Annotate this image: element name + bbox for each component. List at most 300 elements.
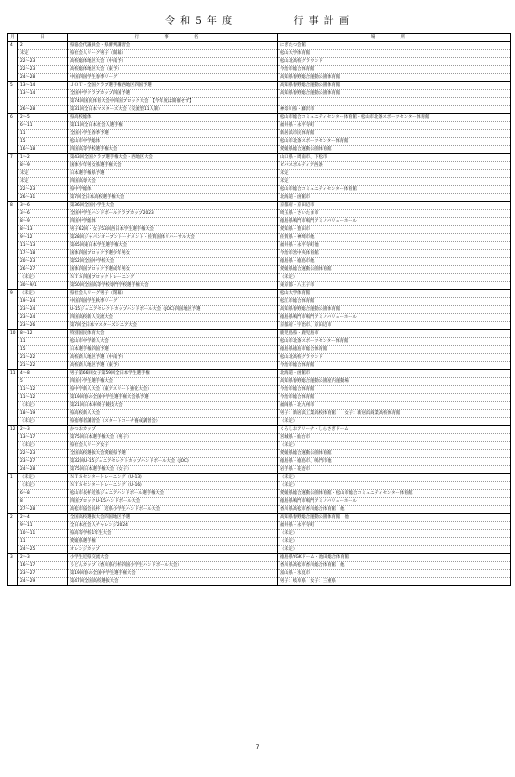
place-cell: 松山大学体育館	[278, 290, 511, 298]
month-cell	[8, 378, 18, 386]
month-cell	[8, 314, 18, 322]
date-cell: 30～9/1	[18, 282, 68, 290]
month-cell: 8	[8, 202, 18, 210]
month-cell	[8, 338, 18, 346]
date-cell: （未定）	[18, 290, 68, 298]
table-row	[8, 378, 511, 386]
table-row	[8, 162, 511, 170]
place-cell: 松山北高校グラウンド	[278, 58, 511, 66]
date-cell: 24～25	[18, 546, 68, 554]
place-cell: 今治市総合体育館	[278, 362, 511, 370]
place-cell: 松山市北条スポーツセンター体育館	[278, 338, 511, 346]
event-cell: ＮＴＳ四国ブロックトレーニング	[68, 274, 278, 282]
place-cell: 富山県・氷見市	[278, 570, 511, 578]
date-cell: 11	[18, 538, 68, 546]
event-cell: 四国小学生選手権大会	[68, 378, 278, 386]
event-cell: 全国小学生春季予選	[68, 130, 278, 138]
event-cell: 中国四国学生春季リーグ	[68, 74, 278, 82]
place-cell	[278, 98, 511, 106]
place-cell: 未定	[278, 170, 511, 178]
table-row	[8, 394, 511, 402]
date-cell: 18～19	[18, 410, 68, 418]
event-cell: 第7回全日本高校選手権大会	[68, 194, 278, 202]
date-cell: 21～22	[18, 362, 68, 370]
place-cell: （未定）	[278, 474, 511, 482]
table-row	[8, 402, 511, 410]
month-cell	[8, 522, 18, 530]
table-row	[8, 450, 511, 458]
event-cell: 第74回国民体育大会中四国ブロック大会 【今年度は開催せず】	[68, 98, 278, 106]
place-cell: （未定）	[278, 482, 511, 490]
place-cell: 松山大学体育館	[278, 50, 511, 58]
table-row	[8, 290, 511, 298]
date-cell: 8～9	[18, 218, 68, 226]
table-row	[8, 522, 511, 530]
table-row	[8, 482, 511, 490]
month-cell	[8, 578, 18, 586]
table-row	[8, 498, 511, 506]
event-cell: うどんカップ（香川県行杯四国小学生ハンドボール大会）	[68, 562, 278, 570]
event-cell: 第52回全国中学校大会	[68, 258, 278, 266]
table-row	[8, 506, 511, 514]
date-cell: 未定	[18, 170, 68, 178]
place-cell: 福岡県・北九州市	[278, 402, 511, 410]
event-cell: 第75回日本選手権大会（男子）	[68, 434, 278, 442]
date-cell: 22～23	[18, 450, 68, 458]
event-cell: 県社会人リーグ女子	[68, 442, 278, 450]
place-cell: 今治市総合体育館	[278, 66, 511, 74]
event-cell: 全日本社会人チャレンジ2024	[68, 522, 278, 530]
place-cell: 愛媛県総合運動公園体育館	[278, 450, 511, 458]
month-cell	[8, 298, 18, 306]
date-cell: 21～22	[18, 354, 68, 362]
event-cell: 県高等学校1年生大会	[68, 530, 278, 538]
place-cell: 今治市営中央体育館	[278, 250, 511, 258]
month-cell: 7	[8, 154, 18, 162]
month-cell	[8, 418, 18, 426]
date-cell: 4～8	[18, 370, 68, 378]
event-cell: 松山市中学総体	[68, 138, 278, 146]
date-cell: 未定	[18, 50, 68, 58]
date-cell: （未定）	[18, 418, 68, 426]
month-cell	[8, 434, 18, 442]
event-cell: U-15ジュニアセレクトカップハンドボール大会（JOC)四国地区予選	[68, 306, 278, 314]
place-cell: （未定）	[278, 418, 511, 426]
place-cell: （未定）	[278, 274, 511, 282]
table-row	[8, 258, 511, 266]
date-cell: 27～28	[18, 506, 68, 514]
table-row	[8, 314, 511, 322]
month-cell	[8, 562, 18, 570]
table-row	[8, 418, 511, 426]
month-cell	[8, 138, 18, 146]
place-cell: 神奈川県・藤沢市	[278, 106, 511, 114]
event-cell: 男子第66回女子第59回全日本学生選手権	[68, 370, 278, 378]
place-cell: 宮城県・仙台市	[278, 434, 511, 442]
event-cell: 中国四国学生秋季リーグ	[68, 298, 278, 306]
month-cell	[8, 218, 18, 226]
date-cell: 17～18	[18, 250, 68, 258]
event-cell: 第21回日本車椅子競技大会	[68, 402, 278, 410]
event-cell: 県社会人リーグ男子（閉幕）	[68, 290, 278, 298]
event-cell: 県社会人リーグ男子（開幕）	[68, 50, 278, 58]
place-cell: 佐賀県・神埼市他	[278, 234, 511, 242]
event-cell: 松山市中学新人大会	[68, 338, 278, 346]
event-cell: 男子62回・女子53回西日本学生選手権大会	[68, 226, 278, 234]
table-row	[8, 554, 511, 562]
table-row	[8, 282, 511, 290]
table-row	[8, 330, 511, 338]
event-cell: ＮＴＳセンタートレーニング（U-13)	[68, 474, 278, 482]
title-year: 令 和 5 年 度	[165, 16, 234, 27]
place-cell: 徳島県・徳島市他	[278, 258, 511, 266]
date-cell: 10～11	[18, 530, 68, 538]
month-cell	[8, 90, 18, 98]
event-cell: 全国中学クラブカップ四国予選	[68, 90, 278, 98]
date-cell: （未定）	[18, 474, 68, 482]
month-cell	[8, 186, 18, 194]
place-cell: 今治市総合体育館	[278, 394, 511, 402]
place-cell: 徳島県徳島市総合体育館	[278, 346, 511, 354]
date-cell: 9～12	[18, 234, 68, 242]
month-cell	[8, 234, 18, 242]
place-cell: （未定）	[278, 546, 511, 554]
table-row	[8, 346, 511, 354]
month-cell	[8, 538, 18, 546]
page-title	[0, 12, 515, 27]
event-cell: ＪＯＴ・全国クラブ選手権西地区四国予選	[68, 82, 278, 90]
event-cell: 県中学新人大会（東アスリート強化大会）	[68, 386, 278, 394]
date-cell: 26～28	[18, 106, 68, 114]
event-cell: 第32回U-15ジュニアセレクトカップハンドボール大会（JOC)	[68, 458, 278, 466]
date-cell: 23～24	[18, 306, 68, 314]
month-cell	[8, 210, 18, 218]
place-cell: 徳島県鳴門市鳴門アミノバリューホール	[278, 498, 511, 506]
date-cell: （未定）	[18, 482, 68, 490]
table-row	[8, 370, 511, 378]
event-cell: 国体四国ブロック予選成年男女	[68, 266, 278, 274]
event-cell: 四国ブロックU-15ハンドボール大会	[68, 498, 278, 506]
date-cell: 11	[18, 338, 68, 346]
date-cell: 8	[18, 498, 68, 506]
date-cell: 22～23	[18, 66, 68, 74]
table-row	[8, 210, 511, 218]
date-cell: 11～12	[18, 386, 68, 394]
month-cell	[8, 266, 18, 274]
table-header-row	[8, 34, 511, 42]
place-cell: （未定）	[278, 442, 511, 450]
event-cell: 第19回春の全国中学生選手権大会	[68, 570, 278, 578]
date-cell: 2～4	[18, 514, 68, 522]
date-cell: 13～17	[18, 434, 68, 442]
date-cell: （未定）	[18, 402, 68, 410]
table-row	[8, 242, 511, 250]
table-row	[8, 266, 511, 274]
schedule-body	[8, 42, 511, 586]
place-cell: 徳島県鳴門市鳴門アミノバリューホール	[278, 314, 511, 322]
month-cell	[8, 490, 18, 498]
event-cell: 四国高専大会	[68, 178, 278, 186]
month-cell	[8, 250, 18, 258]
place-cell: 愛媛県総合運動公園体育館・松山市総合コミュニティセンター体育館	[278, 490, 511, 498]
table-row	[8, 338, 511, 346]
event-cell: かつおカップ	[68, 426, 278, 434]
place-cell: 高知県春野総合運動公園体育館	[278, 82, 511, 90]
place-cell: 徳島県鳴門市鳴門アミノバリューホール	[278, 218, 511, 226]
month-cell	[8, 66, 18, 74]
place-cell: 未定	[278, 178, 511, 186]
event-cell: 第75回日本選手権大会（女子）	[68, 466, 278, 474]
place-cell: 高知県春野総合運動公園体育館	[278, 90, 511, 98]
date-cell: 20～23	[18, 258, 68, 266]
place-cell: 京都府・宇治市、京田辺市	[278, 322, 511, 330]
month-cell: 2	[8, 514, 18, 522]
date-cell: 13～14	[18, 90, 68, 98]
date-cell: 2～3	[18, 426, 68, 434]
table-row	[8, 74, 511, 82]
table-row	[8, 354, 511, 362]
place-cell: 山口県・周南市、下松市	[278, 154, 511, 162]
month-cell	[8, 498, 18, 506]
date-cell: 6～11	[18, 122, 68, 130]
date-cell: 15	[18, 138, 68, 146]
table-row	[8, 322, 511, 330]
month-cell	[8, 506, 18, 514]
table-row	[8, 58, 511, 66]
date-cell: 11	[18, 130, 68, 138]
table-row	[8, 186, 511, 194]
month-cell	[8, 386, 18, 394]
date-cell: 23～27	[18, 458, 68, 466]
month-cell	[8, 178, 18, 186]
date-cell: 11～13	[18, 242, 68, 250]
date-cell: 23～27	[18, 570, 68, 578]
event-cell: 全国高校選抜大会四国地区予選	[68, 514, 278, 522]
place-cell: 高知県春野総合運動公園屋内運動場	[278, 378, 511, 386]
month-cell	[8, 450, 18, 458]
month-cell	[8, 282, 18, 290]
month-cell	[8, 50, 18, 58]
place-cell: 東京都・八王子市	[278, 282, 511, 290]
table-row	[8, 234, 511, 242]
place-cell: 今治市総合体育館	[278, 386, 511, 394]
date-cell: 1～2	[18, 154, 68, 162]
date-cell: 13～14	[18, 82, 68, 90]
table-row	[8, 386, 511, 394]
table-row	[8, 250, 511, 258]
date-cell: 16～18	[18, 146, 68, 154]
table-row	[8, 106, 511, 114]
month-cell	[8, 354, 18, 362]
place-cell: 福井県・永平寺町他	[278, 242, 511, 250]
event-cell: 第28回ジャパンオーブントーナメント・佐賀国体リハーサル大会	[68, 234, 278, 242]
table-row	[8, 426, 511, 434]
event-cell: 高松市協会長杯 近県小学生ハンドボール大会	[68, 506, 278, 514]
date-cell: 16～17	[18, 562, 68, 570]
table-row	[8, 154, 511, 162]
table-row	[8, 298, 511, 306]
place-cell: 高知県春野総合運動公園体育館 他	[278, 514, 511, 522]
table-row	[8, 306, 511, 314]
month-cell	[8, 226, 18, 234]
month-cell	[8, 170, 18, 178]
table-row	[8, 98, 511, 106]
table-row	[8, 570, 511, 578]
table-row	[8, 202, 511, 210]
month-cell	[8, 410, 18, 418]
schedule-table	[7, 33, 511, 586]
place-cell: 新居浜市民体育館	[278, 130, 511, 138]
date-cell: 22～23	[18, 186, 68, 194]
table-row	[8, 90, 511, 98]
place-cell: 男子：岐阜県 女子：三重県	[278, 578, 511, 586]
event-cell: 愛媛県選手権	[68, 538, 278, 546]
event-cell: 日本選手権四国予選	[68, 346, 278, 354]
date-cell: 2～3	[18, 554, 68, 562]
month-cell	[8, 258, 18, 266]
date-cell: 24～28	[18, 466, 68, 474]
event-cell: ＮＴＳセンタートレーニング（U-16)	[68, 482, 278, 490]
month-cell	[8, 58, 18, 66]
place-cell: 香川県高松市香川総合体育館 他	[278, 506, 511, 514]
place-cell: 徳島県・徳島市、鳴門市他	[278, 458, 511, 466]
month-cell: 3	[8, 554, 18, 562]
event-cell: 全国中学生ハンドボールクラブカップ2023	[68, 210, 278, 218]
event-cell: 松山市長杯近県ジュニアハンドボール選手権大会	[68, 490, 278, 498]
place-cell: 徳島県YGKドーム・池田総合体育館	[278, 554, 511, 562]
table-row	[8, 146, 511, 154]
date-cell: 23～24	[18, 314, 68, 322]
table-row	[8, 138, 511, 146]
event-cell: 特別国民体育大会	[68, 330, 278, 338]
place-cell: 岩手県・花巻市	[278, 466, 511, 474]
event-cell: 第45回東日本学生選手権大会	[68, 242, 278, 250]
month-cell	[8, 346, 18, 354]
date-cell: （未定）	[18, 442, 68, 450]
table-row	[8, 50, 511, 58]
event-cell: 県高校新人大会	[68, 410, 278, 418]
place-cell: 松山市総合コミュニティセンター体育館	[278, 186, 511, 194]
event-cell: 第11回全日本社会人選手権	[68, 122, 278, 130]
table-row	[8, 362, 511, 370]
place-cell: にぎたつ会館	[278, 42, 511, 50]
date-cell	[18, 98, 68, 106]
date-cell: 8～13	[18, 226, 68, 234]
date-cell: 8～12	[18, 330, 68, 338]
table-row	[8, 466, 511, 474]
event-cell: 高校新人地区予選（東予）	[68, 362, 278, 370]
event-cell: 第43回全国クラブ選手権大会・西地区大会	[68, 154, 278, 162]
title-heading: 行 事 計 画	[293, 16, 350, 27]
event-cell: 全国高校選抜大会愛媛県予選	[68, 450, 278, 458]
month-cell	[8, 162, 18, 170]
month-cell	[8, 274, 18, 282]
date-cell: 6～8	[18, 490, 68, 498]
event-cell: 県高校総体	[68, 114, 278, 122]
table-row	[8, 178, 511, 186]
month-cell: 9	[8, 290, 18, 298]
table-row	[8, 578, 511, 586]
event-cell: 県中学総体	[68, 186, 278, 194]
place-cell: 高知県春野総合運動公園体育館	[278, 306, 511, 314]
month-cell	[8, 530, 18, 538]
date-cell: 未定	[18, 178, 68, 186]
event-cell: 第7回全日本マスターズシニア大会	[68, 322, 278, 330]
place-cell: 福井県・永平寺町	[278, 522, 511, 530]
event-cell: 四国中学総体	[68, 218, 278, 226]
month-cell	[8, 130, 18, 138]
month-cell	[8, 74, 18, 82]
date-cell: 15	[18, 346, 68, 354]
month-cell: 5	[8, 82, 18, 90]
table-row	[8, 434, 511, 442]
table-row	[8, 474, 511, 482]
header-date: 日	[18, 34, 68, 42]
table-row	[8, 442, 511, 450]
place-cell: 松山市北条スポーツセンター体育館	[278, 138, 511, 146]
table-row	[8, 114, 511, 122]
place-cell: 福井県・永平寺町	[278, 122, 511, 130]
date-cell: 8～9	[18, 162, 68, 170]
month-cell: 10	[8, 330, 18, 338]
place-cell: 香川県高松市香川総合体育館 他	[278, 562, 511, 570]
place-cell: 高知県春野総合運動公園体育館	[278, 74, 511, 82]
date-cell: 9～11	[18, 522, 68, 530]
month-cell	[8, 322, 18, 330]
event-cell: 第31回全日本マスターズ大会（交流型11人制）	[68, 106, 278, 114]
month-cell	[8, 122, 18, 130]
event-cell: 小学生近県交流大会	[68, 554, 278, 562]
table-row	[8, 490, 511, 498]
place-cell: 埼玉県・さいたま市	[278, 210, 511, 218]
place-cell: 松山市総合コミュニティセンター体育館・松山市北条スポーツセンター体育館	[278, 114, 511, 122]
event-cell: 日本選手権県予選	[68, 170, 278, 178]
table-row	[8, 226, 511, 234]
table-row	[8, 514, 511, 522]
event-cell: オレンジカップ	[68, 546, 278, 554]
month-cell: 4	[8, 42, 18, 50]
month-cell	[8, 106, 18, 114]
month-cell: 6	[8, 114, 18, 122]
event-cell: 第19回春の全国中学生選手権大会県予選	[68, 394, 278, 402]
month-cell	[8, 482, 18, 490]
event-cell: 第36回全国小学生大会	[68, 202, 278, 210]
table-row	[8, 562, 511, 570]
place-cell: ビバスポルティア西条	[278, 162, 511, 170]
date-cell: 26～31	[18, 194, 68, 202]
table-row	[8, 170, 511, 178]
date-cell: 24～29	[18, 578, 68, 586]
place-cell: 松山北高校グラウンド	[278, 354, 511, 362]
page-number: 7	[255, 744, 260, 751]
month-cell: 1	[8, 474, 18, 482]
place-cell: くろしおアリーナ・しらさぎドーム	[278, 426, 511, 434]
event-cell: 国体四国ブロック予選少年男女	[68, 250, 278, 258]
event-cell: 高校総体地区大会（中南予）	[68, 58, 278, 66]
month-cell	[8, 458, 18, 466]
date-cell: 11～12	[18, 394, 68, 402]
table-row	[8, 538, 511, 546]
date-cell: 26～27	[18, 266, 68, 274]
month-cell: 11	[8, 370, 18, 378]
table-row	[8, 42, 511, 50]
month-cell	[8, 570, 18, 578]
event-cell: 第50回全国高等学校専門学校選手権大会	[68, 282, 278, 290]
date-cell: （未定）	[18, 274, 68, 282]
event-cell: 高校総体地区大会（東予）	[68, 66, 278, 74]
event-cell: 県協会代議員会・県審判講習会	[68, 42, 278, 50]
date-cell: 23～26	[18, 322, 68, 330]
